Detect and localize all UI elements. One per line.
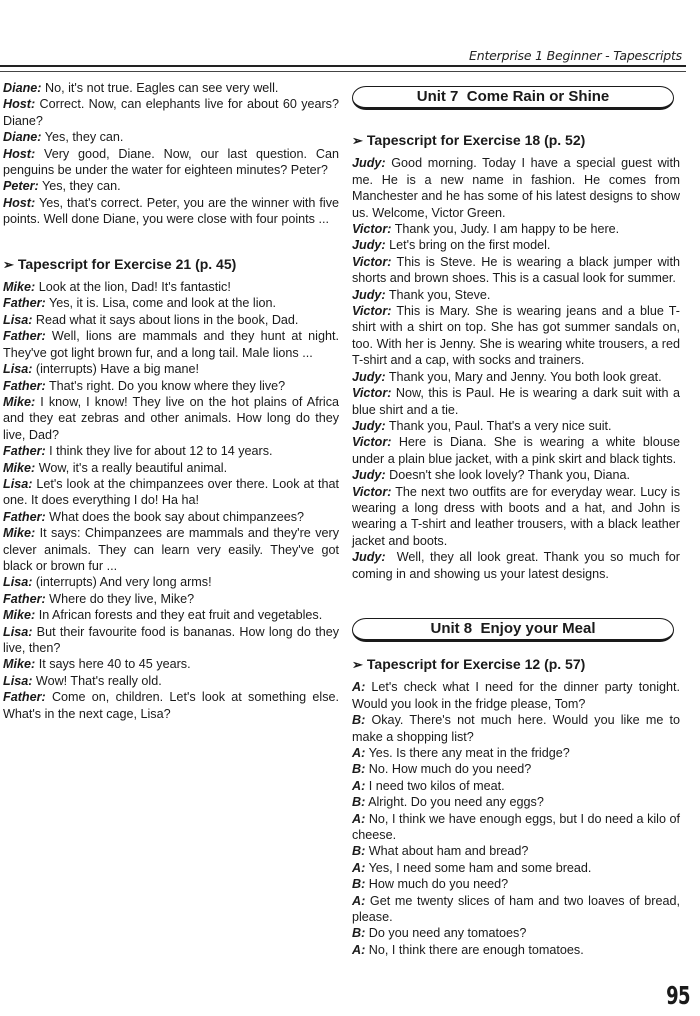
dialogue-text: I know, I know! They live on the hot plains of Africa and they eat zebras and other animals. How long do they live, Dad? <box>3 394 343 442</box>
speaker-name: Diane: <box>3 81 42 95</box>
speaker-name: B: <box>352 926 366 941</box>
speaker-name: Diane: <box>3 130 42 145</box>
speaker-name: Mike: <box>3 460 36 475</box>
dialogue-line <box>352 484 684 550</box>
dialogue-text: Yes, it is. Lisa, come and look at the lion. <box>45 296 277 311</box>
dialogue-line <box>3 295 339 311</box>
dialogue-text: No. How much do you need? <box>365 762 532 777</box>
speaker-name: B: <box>352 795 366 810</box>
speaker-name: Victor: <box>352 254 392 269</box>
speaker-name: Judy: <box>352 468 386 483</box>
dialogue-line <box>352 221 680 237</box>
dialogue-text: Let's bring on the first model. <box>385 238 551 253</box>
dialogue-text: What about ham and bread? <box>365 844 529 859</box>
speaker-name: Judy: <box>352 418 386 433</box>
dialogue-line <box>352 418 680 434</box>
dialogue-text: Look at the lion, Dad! It's fantastic! <box>35 280 231 295</box>
speaker-name: Judy: <box>352 369 386 384</box>
dialogue-text: Here is Diana. She is wearing a white blouse under a plain blue jacket, with a pink skirt and black tights. <box>352 435 684 466</box>
speaker-name: Lisa: <box>3 575 33 590</box>
speaker-name: Judy: <box>352 238 386 253</box>
dialogue-text: Very good, Diane. Now, our last question. Can penguins be under the water for eighteen minutes? Peter? <box>3 146 343 178</box>
dialogue-line <box>3 574 339 590</box>
dialogue-line <box>352 254 684 287</box>
speaker-name: Mike: <box>3 608 36 623</box>
speaker-name: B: <box>352 844 366 859</box>
dialogue-text: Thank you, Paul. That's a very nice suit. <box>385 418 612 433</box>
left-column <box>3 80 343 722</box>
dialogue-text: How much do you need? <box>365 877 509 892</box>
dialogue-line <box>352 434 684 467</box>
speaker-name: Victor: <box>352 304 392 319</box>
dialogue-line <box>352 876 680 892</box>
speaker-name: Father: <box>3 591 46 606</box>
dialogue-line <box>3 443 339 459</box>
dialogue-text: Thank you, Steve. <box>385 287 491 302</box>
dialogue-text: No, it's not true. Eagles can see very well. <box>41 81 279 95</box>
dialogue-line <box>3 476 343 509</box>
running-header: Enterprise 1 Beginner - Tapescripts <box>469 48 682 63</box>
dialogue-line <box>352 811 684 844</box>
dialogue-text: It says here 40 to 45 years. <box>35 657 191 672</box>
dialogue-text: I need two kilos of meat. <box>365 778 505 793</box>
dialogue-text: Do you need any tomatoes? <box>365 926 527 941</box>
dialogue-line <box>3 673 339 689</box>
arrow-icon: ➢ <box>352 656 363 672</box>
speaker-name: Father: <box>3 296 46 311</box>
dialogue-text: Alright. Do you need any eggs? <box>365 795 544 810</box>
dialogue-text: Thank you, Mary and Jenny. You both look great. <box>385 369 662 384</box>
section-heading-exercise-18 <box>352 132 680 149</box>
intro-dialogue <box>3 80 343 228</box>
dialogue-line <box>352 712 684 745</box>
speaker-name: Lisa: <box>3 476 33 491</box>
speaker-name: Mike: <box>3 280 36 295</box>
section-heading-exercise-12 <box>352 656 680 673</box>
speaker-name: Father: <box>3 378 46 393</box>
speaker-name: Father: <box>3 509 46 524</box>
unit-8-banner <box>352 618 674 642</box>
dialogue-text: Come on, children. Let's look at something else. What's in the next cage, Lisa? <box>3 690 343 721</box>
arrow-icon: ➢ <box>352 133 363 148</box>
dialogue-text: (interrupts) Have a big mane! <box>32 362 199 377</box>
speaker-name: Lisa: <box>3 673 33 688</box>
header-rule <box>0 65 686 72</box>
speaker-name: A: <box>352 860 366 875</box>
dialogue-line <box>3 178 339 194</box>
dialogue-text: No, I think we have enough eggs, but I do need a kilo of cheese. <box>352 811 684 843</box>
dialogue-text: What does the book say about chimpanzees? <box>45 509 305 524</box>
speaker-name: A: <box>352 893 366 908</box>
speaker-name: Host: <box>3 97 36 112</box>
dialogue-line <box>352 237 680 253</box>
dialogue-text: That's right. Do you know where they live? <box>45 378 286 393</box>
dialogue-line <box>3 279 339 295</box>
dialogue-text: But their favourite food is bananas. How long do they live, then? <box>3 624 343 655</box>
dialogue-line <box>3 525 343 574</box>
dialogue-line <box>3 689 343 722</box>
speaker-name: Judy: <box>352 287 386 302</box>
dialogue-text: Doesn't she look lovely? Thank you, Diana. <box>385 468 630 483</box>
right-column <box>352 86 684 958</box>
dialogue-text: Thank you, Judy. I am happy to be here. <box>391 222 620 237</box>
unit-7-title: Unit 7 Come Rain or Shine <box>416 87 610 105</box>
speaker-name: Victor: <box>352 435 392 450</box>
section-heading-text: Tapescript for Exercise 18 (p. 52) <box>366 132 586 148</box>
dialogue-text: Well, they all look great. Thank you so much for coming in and showing us your latest designs. <box>352 550 684 581</box>
dialogue-text: This is Steve. He is wearing a black jumper with shorts and brown shoes. This is a casual look for summer. <box>352 254 684 286</box>
dialogue-line <box>352 778 680 794</box>
dialogue-text: Well, lions are mammals and they hunt at night. They've got light brown fur, and a long tail. Male lions ... <box>3 329 343 360</box>
dialogue-text: Let's look at the chimpanzees over there. Look at that one. It does everything I do! Ha ha! <box>3 476 343 508</box>
dialogue-text: No, I think there are enough tomatoes. <box>365 942 584 957</box>
speaker-name: A: <box>352 680 366 695</box>
dialogue-text: Let's check what I need for the dinner party tonight. Would you look in the fridge please, Tom? <box>352 680 684 711</box>
speaker-name: Peter: <box>3 179 39 194</box>
dialogue-line <box>3 624 343 657</box>
dialogue-line <box>3 361 339 377</box>
dialogue-text: Now, this is Paul. He is wearing a dark suit with a blue shirt and a tie. <box>352 386 684 417</box>
speaker-name: Father: <box>3 444 46 459</box>
speaker-name: B: <box>352 713 366 728</box>
unit-7-banner <box>352 86 674 110</box>
dialogue-text: Correct. Now, can elephants live for about 60 years? Diane? <box>3 97 343 128</box>
dialogue-line <box>3 195 343 228</box>
dialogue-text: Where do they live, Mike? <box>45 591 195 606</box>
dialogue-line <box>352 679 684 712</box>
speaker-name: A: <box>352 942 366 957</box>
dialogue-line <box>352 549 684 582</box>
speaker-name: Mike: <box>3 394 36 409</box>
arrow-icon: ➢ <box>3 256 14 272</box>
dialogue-text: Wow! That's really old. <box>32 673 162 688</box>
dialogue-line <box>352 155 684 221</box>
speaker-name: B: <box>352 877 366 892</box>
dialogue-line <box>352 369 680 385</box>
dialogue-line <box>352 761 680 777</box>
dialogue-text: Read what it says about lions in the book, Dad. <box>32 312 299 327</box>
dialogue-text: The next two outfits are for everyday wear. Lucy is wearing a long dress with boots and a hat, and John is wearing a T-shirt and leather trousers, with a black leather jacket and boots. <box>352 484 684 548</box>
dialogue-line <box>352 860 680 876</box>
dialogue-line <box>3 129 339 145</box>
exercise-18-dialogue <box>352 155 684 582</box>
speaker-name: Father: <box>3 329 46 344</box>
page-number: 95 <box>666 981 690 1010</box>
speaker-name: Host: <box>3 195 36 210</box>
dialogue-line <box>352 467 680 483</box>
dialogue-text: Good morning. Today I have a special guest with me. He is a new name in fashion. He comes from Manchester and he has some of his latest designs to show us. Welcome, Victor Green. <box>352 156 684 220</box>
dialogue-line <box>352 287 680 303</box>
dialogue-line <box>352 303 684 369</box>
dialogue-line <box>3 591 339 607</box>
dialogue-line <box>352 794 680 810</box>
speaker-name: Victor: <box>352 386 392 401</box>
speaker-name: Father: <box>3 690 46 705</box>
speaker-name: Mike: <box>3 526 36 541</box>
dialogue-text: Yes, they can. <box>38 179 121 194</box>
dialogue-line <box>352 843 680 859</box>
unit-8-title: Unit 8 Enjoy your Meal <box>430 619 596 637</box>
dialogue-text: (interrupts) And very long arms! <box>32 575 212 590</box>
dialogue-line <box>352 925 680 941</box>
dialogue-text: Wow, it's a really beautiful animal. <box>35 460 228 475</box>
speaker-name: Lisa: <box>3 312 33 327</box>
exercise-21-dialogue <box>3 279 343 722</box>
dialogue-text: Okay. There's not much here. Would you like me to make a shopping list? <box>352 713 684 744</box>
exercise-12-dialogue <box>352 679 684 958</box>
speaker-name: Judy: <box>352 550 386 565</box>
dialogue-line <box>3 96 343 129</box>
dialogue-line <box>3 509 339 525</box>
dialogue-line <box>352 385 684 418</box>
dialogue-text: This is Mary. She is wearing jeans and a blue T-shirt with a shirt on top. She has got summer sandals on, too. With her is Jenny. She is wearing white trousers, a red T-shirt and a cap, with socks and trainers. <box>352 304 684 368</box>
dialogue-line <box>3 607 339 623</box>
dialogue-text: Yes, I need some ham and some bread. <box>365 860 592 875</box>
speaker-name: B: <box>352 762 366 777</box>
dialogue-line <box>352 942 680 958</box>
dialogue-text: Get me twenty slices of ham and two loaves of bread, please. <box>352 893 684 925</box>
speaker-name: Judy: <box>352 156 386 171</box>
dialogue-line <box>3 460 339 476</box>
dialogue-line <box>3 146 343 179</box>
dialogue-line <box>3 312 339 328</box>
dialogue-text: Yes, they can. <box>41 130 124 145</box>
dialogue-text: Yes, that's correct. Peter, you are the winner with five points. Well done Diane, you were close with four points ... <box>3 195 343 227</box>
dialogue-line <box>3 394 343 443</box>
section-heading-text: Tapescript for Exercise 21 (p. 45) <box>17 255 237 272</box>
dialogue-text: I think they live for about 12 to 14 years. <box>45 444 273 459</box>
dialogue-text: Yes. Is there any meat in the fridge? <box>365 746 570 760</box>
speaker-name: Victor: <box>352 484 392 499</box>
section-heading-exercise-21 <box>3 256 339 273</box>
speaker-name: A: <box>352 811 366 826</box>
section-heading-text: Tapescript for Exercise 12 (p. 57) <box>366 655 586 672</box>
dialogue-line <box>352 745 680 761</box>
speaker-name: Lisa: <box>3 624 33 639</box>
speaker-name: Victor: <box>352 222 392 237</box>
dialogue-line <box>3 656 339 672</box>
speaker-name: Host: <box>3 146 36 161</box>
dialogue-line <box>3 328 343 361</box>
speaker-name: A: <box>352 746 366 760</box>
speaker-name: Mike: <box>3 657 36 672</box>
speaker-name: A: <box>352 778 366 793</box>
dialogue-text: In African forests and they eat fruit and vegetables. <box>35 608 323 623</box>
dialogue-text: It says: Chimpanzees are mammals and they're very clever animals. They can learn very easily. They've got black or brown fur ... <box>3 526 343 573</box>
dialogue-line <box>3 80 339 96</box>
dialogue-line <box>3 378 339 394</box>
speaker-name: Lisa: <box>3 362 33 377</box>
dialogue-line <box>352 893 684 926</box>
